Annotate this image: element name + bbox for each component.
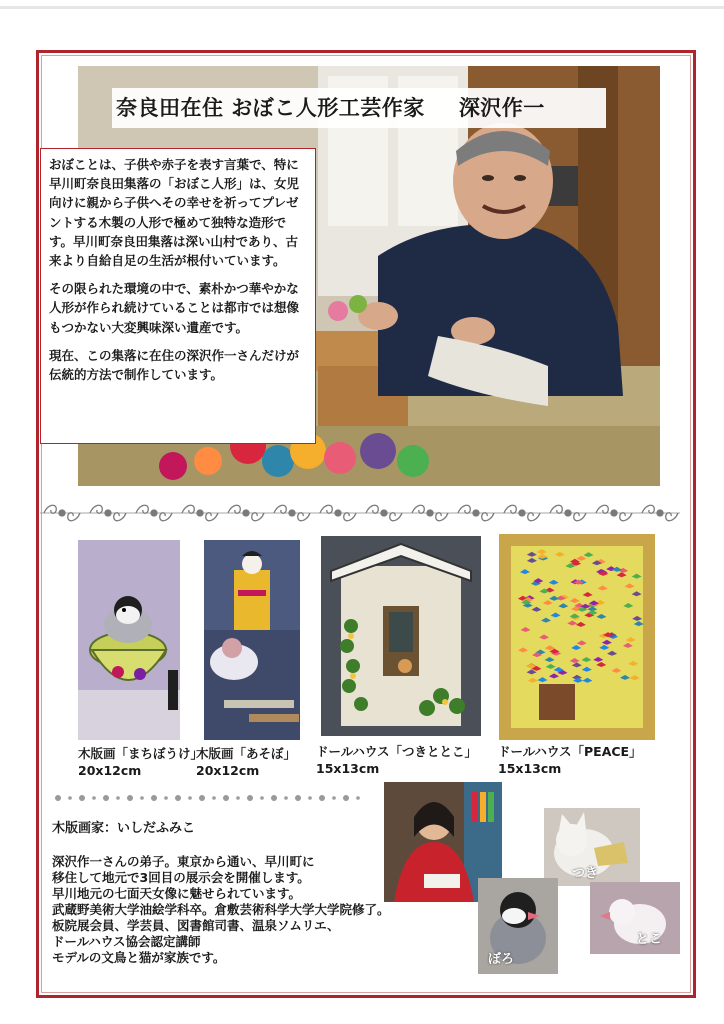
ornament-dot [519, 510, 525, 516]
ornament-dot [55, 795, 61, 801]
dollhouse-peace-image [499, 534, 655, 740]
bio-line: 深沢作一さんの弟子。東京から通い、早川町に [52, 854, 315, 869]
ornament-dot [59, 510, 65, 516]
ornamental-divider [40, 500, 680, 526]
artwork-size: 20x12cm [196, 763, 260, 778]
bird-toko-label: とこ [636, 932, 663, 947]
ornament-dot [116, 796, 120, 800]
bio-line: 移住して地元で3回目の展示会を開催します。 [52, 870, 310, 885]
artwork-caption [316, 743, 477, 777]
ornament-dot [127, 795, 133, 801]
artwork-caption [498, 743, 642, 777]
ornament-dot [175, 795, 181, 801]
ornament-dot [319, 795, 325, 801]
scan-edge-line [0, 6, 724, 9]
ornament-dot [188, 796, 192, 800]
ornament-dot [295, 795, 301, 801]
ornament-dot [199, 795, 205, 801]
bio-line: 板院展会員、学芸員、図書館司書、温泉ソムリエ、 [52, 918, 340, 933]
intro-paragraph: 現在、この集落に在住の深沢作一さんだけが伝統的方法で制作しています。 [49, 347, 300, 383]
ornament-dot [247, 795, 253, 801]
ornament-dot [151, 510, 157, 516]
artwork-caption [196, 745, 296, 779]
artwork-size: 15x13cm [498, 761, 562, 776]
ornament-dot [356, 796, 360, 800]
ornament-dot [223, 795, 229, 801]
ornament-dot [151, 795, 157, 801]
ornament-dot [140, 796, 144, 800]
ornament-dot [260, 796, 264, 800]
artwork-size: 20x12cm [78, 763, 142, 778]
ornament-dot [381, 510, 387, 516]
page-title-subtitle: 奈良田在住 おぼこ人形工芸作家 [116, 96, 425, 120]
ornament-dot [565, 510, 571, 516]
ornament-dot [271, 795, 277, 801]
woodcut-asobo-image [204, 540, 300, 740]
ornament-dot [657, 510, 663, 516]
bird-toko-photo [590, 882, 680, 954]
ornament-dot [68, 796, 72, 800]
ornament-dot [284, 796, 288, 800]
artwork-title: 木版画「あそぼ」 [196, 746, 297, 761]
ornament-dot [473, 510, 479, 516]
artist-name: 深沢作一 [458, 96, 545, 120]
ornament-dot [212, 796, 216, 800]
bio-line: 早川地元の七面天女像に魅せられています。 [52, 886, 302, 901]
ornament-dot [611, 510, 617, 516]
bio-heading: 木版画家：いしだふみこ [52, 821, 196, 836]
artwork-caption [78, 745, 203, 779]
small-ornamental-divider [52, 792, 364, 804]
dollhouse-tsukitotoko-image [321, 536, 481, 736]
intro-paragraph: その限られた環境の中で、素朴かつ華やかな人形が作られ続けていることは都市では想像もつかない大変興味深い遺産です。 [49, 281, 300, 335]
ornament-dot [236, 796, 240, 800]
bird-boro-label: ぼろ [488, 952, 515, 967]
bio-line: 武蔵野美術大学油絵学科卒。倉敷芸術科学大学大学院修了。 [52, 902, 390, 917]
page-title [112, 88, 606, 128]
ornament-dot [308, 796, 312, 800]
woodcut-machibouke-image [78, 540, 180, 740]
artist-bio [52, 821, 412, 966]
ornament-dot [164, 796, 168, 800]
ornament-dot [332, 796, 336, 800]
ornament-dot [197, 510, 203, 516]
bio-line: ドールハウス協会認定講師 [52, 934, 201, 949]
ornament-dot [335, 510, 341, 516]
cat-name-label: つき [572, 866, 599, 881]
intro-paragraph: おぼことは、子供や赤子を表す言葉で、特に早川町奈良田集落の「おぼこ人形」は、女児向けに親から子供へその幸せを祈ってプレゼントする木製の人形で極めて独特な造形です。早川町奈良田集落は深い山村であり、古来より自給自足の生活が根付いています。 [49, 157, 300, 269]
ornament-dot [103, 795, 109, 801]
ornament-dot [79, 795, 85, 801]
ornament-dot [343, 795, 349, 801]
intro-text-box [40, 148, 316, 444]
artwork-title: ドールハウス「つきととこ」 [316, 744, 478, 759]
ornament-dot [105, 510, 111, 516]
ornament-dot [289, 510, 295, 516]
ornament-dot [92, 796, 96, 800]
ornament-dot [427, 510, 433, 516]
bio-line: モデルの文鳥と猫が家族です。 [52, 950, 226, 965]
artwork-title: 木版画「まちぼうけ」 [78, 746, 204, 761]
ornament-dot [243, 510, 249, 516]
artwork-title: ドールハウス「PEACE」 [498, 744, 642, 759]
artwork-size: 15x13cm [316, 761, 380, 776]
